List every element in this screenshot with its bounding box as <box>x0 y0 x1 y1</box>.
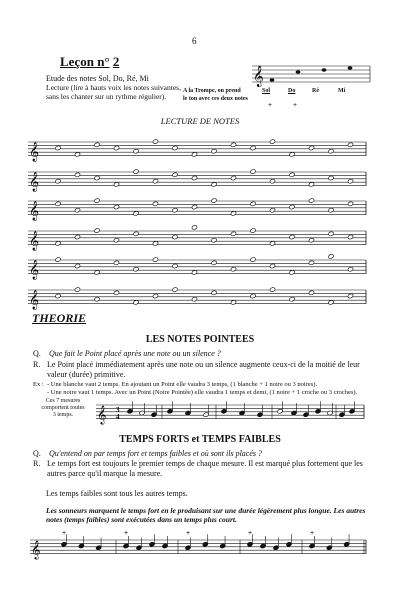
note-name-mi: Mi <box>338 88 346 94</box>
svg-text:+: + <box>124 530 129 537</box>
trompe-plus-1: + <box>268 101 272 109</box>
note-name-sol: Sol <box>262 88 271 94</box>
reading-staff <box>28 223 368 253</box>
treble-clef-icon: 𝄞 <box>29 230 40 251</box>
reference-staff <box>252 60 372 90</box>
intro-line-1: Etude des notes Sol, Do, Ré, Mi <box>46 74 149 83</box>
reading-title: LECTURE DE NOTES <box>160 116 240 126</box>
page-number: 6 <box>192 36 197 46</box>
question-pointees <box>33 349 221 359</box>
lesson-label: Leçon n° <box>60 54 110 69</box>
svg-text:+: + <box>186 530 191 537</box>
reading-staff <box>28 134 368 164</box>
r-label-2: R. <box>33 459 41 468</box>
question-temps <box>33 449 373 459</box>
reading-staff <box>28 193 368 223</box>
notes-pointees-heading: LES NOTES POINTEES <box>145 334 255 345</box>
staff-temps-forts <box>30 528 370 564</box>
note-name-re: Ré <box>312 88 319 94</box>
trompe-text <box>183 87 248 103</box>
q-label: Q. <box>33 349 41 358</box>
trompe-line-1: A la Trompe, on prend <box>183 88 241 94</box>
treble-clef-icon: 𝄞 <box>31 540 41 559</box>
ex-line-1: - Une blanche vaut 2 temps. En ajoutant un Point elle vaudra 3 temps, (1 blanche + 1 noire ou 3 noires). <box>47 381 318 388</box>
answer-text: Le Point placé immédiatement après une note ou un silence augmente ceux-ci de la moitié de leur valeur (durée) primitive. <box>47 360 360 379</box>
treble-clef-icon: 𝄞 <box>29 201 40 221</box>
svg-text:+: + <box>248 530 253 537</box>
intro-line-3: sans les chanter sur un rythme régulier). <box>46 92 167 101</box>
svg-text:+: + <box>62 530 67 537</box>
svg-text:3: 3 <box>116 406 120 414</box>
lesson-title <box>60 54 119 70</box>
answer-pointees <box>33 360 363 380</box>
r-label: R. <box>33 360 41 369</box>
treble-clef-icon: 𝄞 <box>29 260 40 280</box>
faibles-text: Les temps faibles sont tous les autres temps. <box>46 489 188 498</box>
example-text <box>33 381 383 397</box>
svg-text:+: + <box>310 530 315 537</box>
note-name-do: Do <box>288 88 296 94</box>
treble-clef-icon: 𝄞 <box>253 66 264 87</box>
intro-line-2: Lecture (lire à hauts voix les notes suivantes, <box>46 83 181 92</box>
trompe-line-2: le ton avec ces deux notes <box>183 96 248 102</box>
reading-staff <box>28 164 368 194</box>
reading-staff <box>28 252 368 282</box>
sonneurs-text: Les sonneurs marquent le temps fort en le produisant sur une durée légèrement plus longue. Les autres notes (temps faibles) sont exécutées dans un temps plus court. <box>46 506 366 524</box>
q-label-2: Q. <box>33 449 41 458</box>
staff-notes-pointees <box>96 399 366 427</box>
question-text-2: Qu'entend on par temps fort et temps faibles et où sont ils placés ? <box>49 449 263 458</box>
svg-text:4: 4 <box>116 413 120 421</box>
ex-line-2: - Une noire vaut 1 temps. Avec un Point (Noire Pointée) elle vaudra 1 temps et demi, (1 noire + 1 croche ou 3 croches). <box>47 389 358 396</box>
temps-forts-heading: TEMPS FORTS et TEMPS FAIBLES <box>119 434 281 445</box>
treble-clef-icon: 𝄞 <box>29 142 40 162</box>
mesures-note: Ces 7 mesures comportent toutes 3 temps. <box>41 398 85 418</box>
lesson-number: 2 <box>112 54 120 69</box>
trompe-plus-2: + <box>293 101 297 109</box>
reading-staff <box>28 282 368 312</box>
ex-label: Ex : <box>33 381 44 388</box>
treble-clef-icon: 𝄞 <box>97 405 107 424</box>
answer-temps <box>33 459 363 479</box>
answer-text-2: Le temps fort est toujours le premier temps de chaque mesure. Il est marqué plus fortement que les autres parce qu'il marque la mesure. <box>47 459 363 478</box>
question-text: Que fait le Point placé après une note ou un silence ? <box>49 349 221 358</box>
treble-clef-icon: 𝄞 <box>29 171 40 192</box>
treble-clef-icon: 𝄞 <box>29 289 40 310</box>
theorie-title: THEORIE <box>32 311 87 325</box>
